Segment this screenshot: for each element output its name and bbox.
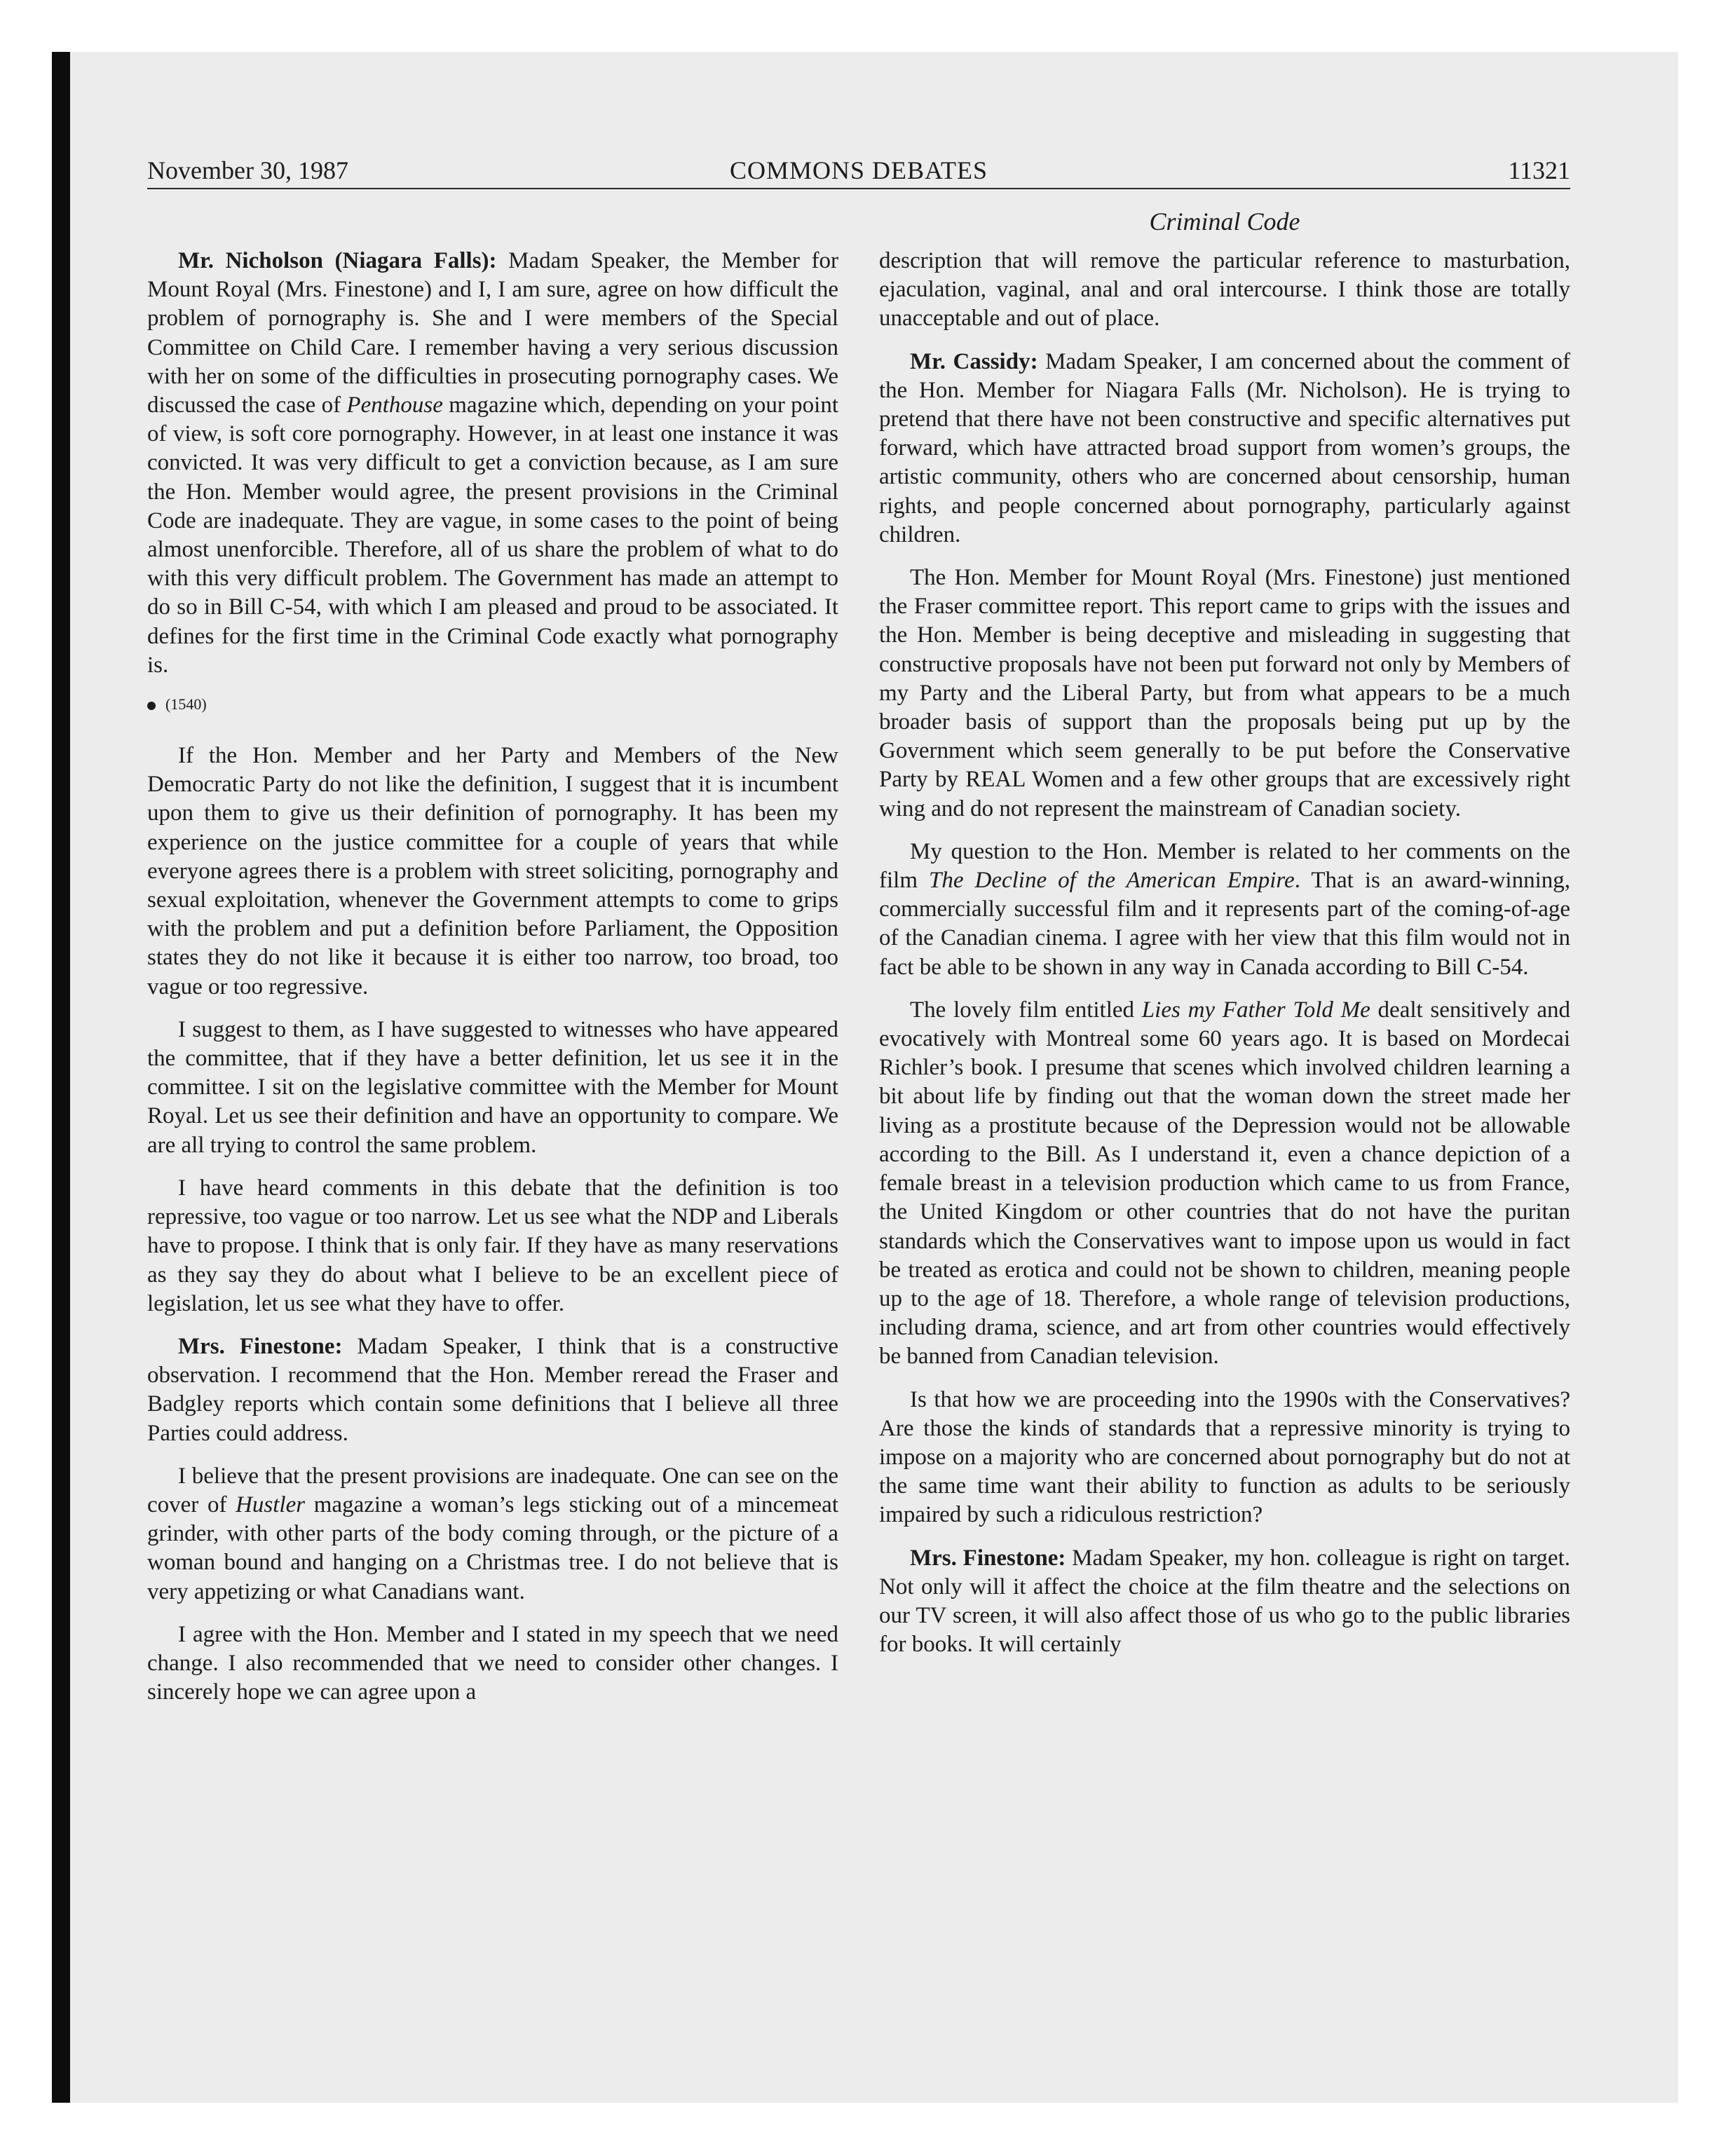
film-title: The Decline of the American Empire xyxy=(929,868,1295,894)
publication-title: Hustler xyxy=(236,1492,306,1517)
time-marker xyxy=(147,694,838,715)
page-header xyxy=(147,153,1570,188)
paragraph: description that will remove the particular reference to masturbation, ejaculation, vaginal, anal and oral intercourse. I think those are totally unacceptable and out of place. xyxy=(879,248,1570,332)
paragraph-text: The lovely film entitled xyxy=(910,997,1142,1023)
paragraph: I suggest to them, as I have suggested to witnesses who have appeared the committee, that if they have a better definition, let us see it in the committee. I sit on the legislative committee with the Member for Mount Royal. Let us see their definition and have an opportunity to compare. We are all trying to control the same problem. xyxy=(147,1016,838,1158)
header-rule xyxy=(147,188,1570,189)
bullet-icon xyxy=(147,702,156,710)
right-column xyxy=(879,247,1570,1673)
paragraph-text: My question to the Hon. Member is related to her comments on the film xyxy=(879,838,1570,894)
left-column xyxy=(147,247,838,1721)
paragraph: The Hon. Member for Mount Royal (Mrs. Finestone) just mentioned the Fraser committee report. This report came to grips with the issues and the Hon. Member is being deceptive and misleading in suggesting that constructive proposals have not been put forward not only by Members of my Party and the Liberal Party, but from what appears to be a much broader basis of support than the proposals being put up by the Government which seem generally to be put before the Conservative Party by REAL Women and a few other groups that are excessively right wing and do not represent the mainstream of Canadian society. xyxy=(879,565,1570,821)
paragraph-text: I believe that the present provisions are inadequate. One can see on the cover of xyxy=(147,1463,838,1517)
paragraph-text: dealt sensitively and evocatively with Montreal some 60 years ago. It is based on Mordecai Richler’s book. I presume that scenes which involved children learning a bit about life by finding out that the woman down the street made her living as a prostitute because of the Depression would not be allowable according to the Bill. As I understand it, even a chance depiction of a female breast in a television production which came to us from France, the United Kingdom or other countries that do not have the puritan standards which the Conservatives want to impose upon us would in fact be treated as erotica and could not be shown to children, meaning people up to the age of 18. Therefore, a whole range of television productions, including drama, science, and art from other countries would effectively be banned from Canadian television. xyxy=(879,997,1570,1370)
paragraph: I agree with the Hon. Member and I stated in my speech that we need change. I also recommended that we need to consider other changes. I sincerely hope we can agree upon a xyxy=(147,1621,838,1705)
paragraph xyxy=(147,1462,838,1606)
paragraph-text: magazine a woman’s legs sticking out of a mincemeat grinder, with other parts of the body coming through, or the picture of a woman bound and hanging on a Christmas tree. I do not believe that is very appetizing or what Canadians want. xyxy=(147,1492,838,1604)
paragraph-text: Madam Speaker, the Member for Mount Royal (Mrs. Finestone) and I, I am sure, agree on how difficult the problem of pornography is. She and I were members of the Special Committee on Child Care. I remember having a very serious discussion with her on some of the difficulties in prosecuting pornography cases. We discussed the case of xyxy=(147,248,838,418)
speaker-name: Mr. Nicholson (Niagara Falls): xyxy=(178,248,497,273)
paragraph xyxy=(879,348,1570,550)
paragraph xyxy=(147,247,838,680)
paragraph: If the Hon. Member and her Party and Members of the New Democratic Party do not like the definition, I suggest that it is incumbent upon them to give us their definition of pornography. It has been my experience on the justice committee for a couple of years that while everyone agrees there is a problem with street soliciting, pornography and sexual exploitation, whenever the Government attempts to come to grips with the problem and put a definition before Parliament, the Opposition states they do not like it because it is either too narrow, too broad, too vague or too regressive. xyxy=(147,743,838,999)
section-title: Criminal Code xyxy=(1149,207,1300,236)
paragraph-text: Madam Speaker, my hon. colleague is right on target. Not only will it affect the choice at the film theatre and the selections on our TV screen, it will also affect those of us who go to the public libraries for books. It will certainly xyxy=(879,1545,1570,1658)
scan-binding-edge xyxy=(52,52,70,2103)
speaker-name: Mrs. Finestone: xyxy=(910,1545,1066,1571)
header-title: COMMONS DEBATES xyxy=(729,156,988,184)
paragraph xyxy=(879,996,1570,1372)
header-page-number: 11321 xyxy=(1508,156,1570,184)
paragraph: Is that how we are proceeding into the 1990s with the Conservatives? Are those the kinds of standards that a repressive minority is trying to impose on a majority who are concerned about pornography but do not at the same time want their ability to function as adults to be seriously impaired by such a ridiculous restriction? xyxy=(879,1386,1570,1528)
speaker-name: Mr. Cassidy: xyxy=(910,348,1038,374)
time-marker-text: (1540) xyxy=(165,695,207,714)
film-title: Lies my Father Told Me xyxy=(1141,997,1370,1023)
speaker-name: Mrs. Finestone: xyxy=(178,1333,343,1359)
paragraph-text: Madam Speaker, I think that is a constructive observation. I recommend that the Hon. Member reread the Fraser and Badgley reports which contain some definitions that I believe all three Parties could address. xyxy=(147,1333,838,1446)
paragraph: I have heard comments in this debate that the definition is too repressive, too vague or too narrow. Let us see what the NDP and Liberals have to propose. I think that is only fair. If they have as many reservations as they say they do about what I believe to be an excellent piece of legislation, let us see what they have to offer. xyxy=(147,1175,838,1316)
paragraph-text: . That is an award-winning, commercially successful film and it represents part of the coming-of-age of the Canadian cinema. I agree with her view that this film would not in fact be able to be shown in any way in Canada according to Bill C-54. xyxy=(879,868,1570,980)
paragraph xyxy=(879,838,1570,982)
paragraph xyxy=(879,1544,1570,1660)
paragraph-text: magazine which, depending on your point of view, is soft core pornography. However, in at least one instance it was convicted. It was very difficult to get a conviction because, as I am sure the Hon. Member would agree, the present provisions in the Criminal Code are inadequate. They are vague, in some cases to the point of being almost unenforcible. Therefore, all of us share the problem of what to do with this very difficult problem. The Government has made an attempt to do so in Bill C-54, with which I am pleased and proud to be associated. It defines for the first time in the Criminal Code exactly what pornography is. xyxy=(147,393,838,678)
header-date: November 30, 1987 xyxy=(147,156,348,184)
paragraph xyxy=(147,1332,838,1448)
paragraph-text: Madam Speaker, I am concerned about the comment of the Hon. Member for Niagara Falls (Mr. Nicholson). He is trying to pretend that there have not been constructive and specific alternatives put forward, which have attracted broad support from women’s groups, the artistic community, others who are concerned about censorship, human rights, and people concerned about pornography, particularly against children. xyxy=(879,348,1570,547)
publication-title: Penthouse xyxy=(346,393,443,418)
